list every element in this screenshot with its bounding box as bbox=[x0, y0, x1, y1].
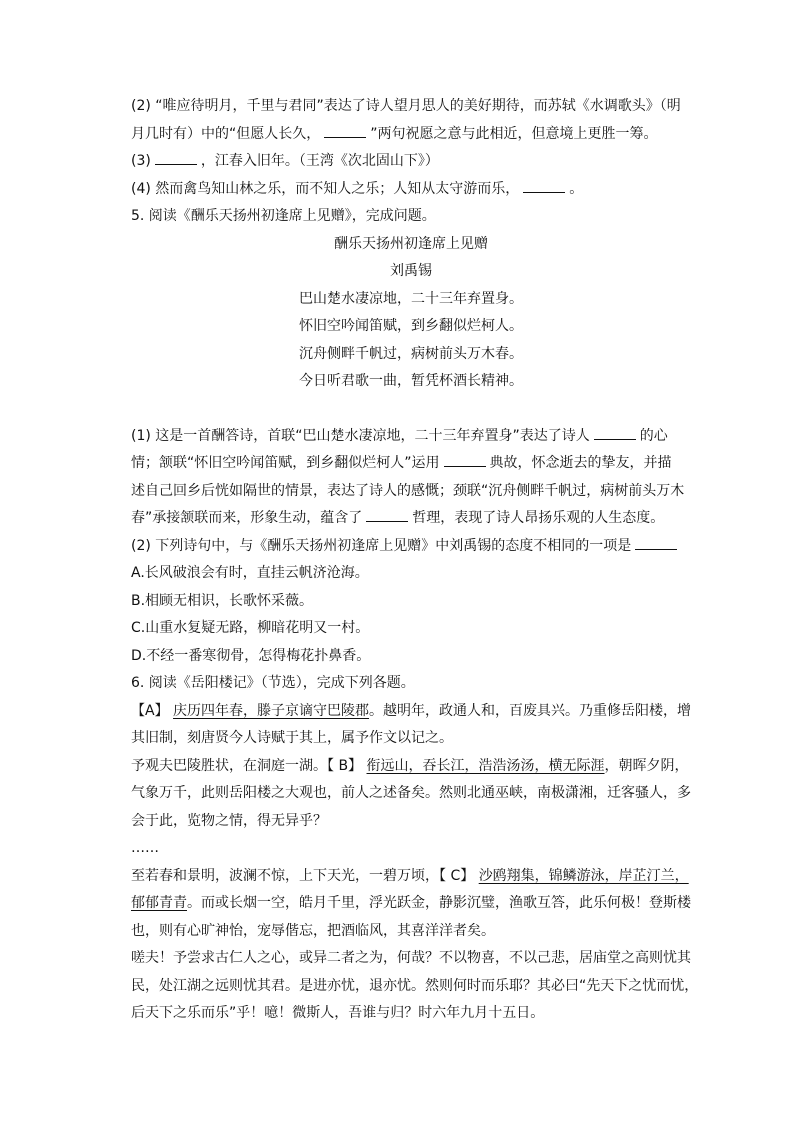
passage-para-4-line-3 bbox=[131, 1000, 691, 1028]
text: (1) 这是一首酬答诗，首联“巴山楚水凄凉地，二十三年弃置身”表达了诗人 bbox=[131, 427, 590, 444]
poem-line: 巴山楚水凄凉地，二十三年弃置身。 bbox=[299, 290, 523, 307]
question-4-2-line-2 bbox=[131, 121, 691, 149]
underlined-text: 沙鸥翔集，锦鳞游泳，岸芷汀兰， bbox=[478, 867, 689, 884]
answer-blank bbox=[155, 150, 197, 165]
answer-blank bbox=[444, 452, 486, 467]
document-body bbox=[131, 93, 699, 1028]
option-d: D.不经一番寒彻骨，怎得梅花扑鼻香。 bbox=[131, 647, 371, 664]
text: ，江春入旧年。（王湾《次北固山下》） bbox=[200, 153, 439, 169]
passage-para-3-line-3 bbox=[131, 918, 691, 946]
text: (2) 下列诗句中，与《酬乐天扬州初逢席上见赠》中刘禹锡的态度不相同的一项是 bbox=[131, 537, 632, 554]
text: 月几时有）中的“但愿人长久， bbox=[131, 125, 321, 142]
question-4-2-line-1 bbox=[131, 93, 691, 121]
text: 气象万千，此则岳阳楼之大观也，前人之述备矣。然则北通巫峡，南极潇湘，迁客骚人，多 bbox=[131, 785, 691, 801]
text: 情；颔联“怀旧空吟闻笛赋，到乡翻似烂柯人”运用 bbox=[131, 455, 440, 471]
text: 。越明年，政通人和，百废具兴。乃重修岳阳楼，增 bbox=[369, 702, 692, 719]
text: 典故，怀念逝去的挚友，并描 bbox=[489, 455, 672, 471]
text: (2) “唯应待明月，千里与君同”表达了诗人望月思人的美好期待，而苏轼《水调歌头》（明 bbox=[131, 98, 681, 114]
text: …… bbox=[131, 840, 159, 856]
option-c: C.山重水复疑无路，柳暗花明又一村。 bbox=[131, 620, 370, 636]
passage-para-4-line-1 bbox=[131, 945, 691, 973]
text: 酬乐天扬州初逢席上见赠 bbox=[334, 235, 488, 252]
text: 哲理，表现了诗人昂扬乐观的人生态度。 bbox=[412, 510, 665, 526]
question-4-3 bbox=[131, 148, 691, 176]
question-5-2 bbox=[131, 533, 691, 561]
answer-blank bbox=[366, 507, 408, 522]
question-5-1-line-2 bbox=[131, 450, 691, 478]
text: 述自己回乡后恍如隔世的情景，表达了诗人的感慨；颈联“沉舟侧畔千帆过，病树前头万木 bbox=[131, 482, 685, 499]
text: 5. 阅读《酬乐天扬州初逢席上见赠》，完成问题。 bbox=[131, 208, 436, 224]
text: 的心 bbox=[639, 427, 668, 444]
text: 6. 阅读《岳阳楼记》（节选），完成下列各题。 bbox=[131, 675, 415, 691]
text: (4) 然而禽鸟知山林之乐，而不知人之乐；人知从太守游而乐， bbox=[131, 180, 520, 197]
text: ”两句祝愿之意与此相近，但意境上更胜一筹。 bbox=[370, 125, 658, 142]
answer-blank bbox=[324, 123, 366, 138]
option-b: B.相顾无相识，长歌怀采薇。 bbox=[131, 592, 314, 609]
answer-blank bbox=[635, 535, 677, 550]
passage-para-2-line-1 bbox=[131, 753, 691, 781]
passage-para-1-line-2 bbox=[131, 725, 691, 753]
text: 其旧制，刻唐贤今人诗赋于其上，属予作文以记之。 bbox=[131, 730, 453, 746]
text: 后天下之乐而乐”乎！噫！微斯人，吾谁与归？时六年九月十五日。 bbox=[131, 1005, 545, 1021]
poem-author bbox=[131, 258, 691, 286]
text: 也，则有心旷神怡，宠辱偕忘，把酒临风，其喜洋洋者矣。 bbox=[131, 922, 495, 939]
passage-para-2-line-2 bbox=[131, 780, 691, 808]
underlined-text: 郁郁青青 bbox=[131, 895, 187, 911]
passage-para-1-line-1 bbox=[131, 698, 691, 726]
spacer bbox=[131, 396, 691, 423]
poem-line: 沉舟侧畔千帆过，病树前头万木春。 bbox=[299, 345, 523, 362]
passage-para-4-line-2 bbox=[131, 973, 699, 1001]
poem-line: 怀旧空吟闻笛赋，到乡翻似烂柯人。 bbox=[299, 318, 523, 334]
poem-title bbox=[131, 231, 691, 259]
text: ，朝晖夕阴， bbox=[604, 757, 689, 774]
question-5-1-line-3 bbox=[131, 478, 691, 506]
question-4-4 bbox=[131, 176, 691, 204]
question-6-title bbox=[131, 670, 691, 698]
passage-para-3-line-1 bbox=[131, 863, 691, 891]
text: 民，处江湖之远则忧其君。是进亦忧，退亦忧。然则何时而乐耶？其必曰“先天下之忧而忧， bbox=[131, 977, 699, 994]
underlined-text: 衔远山，吞长江，浩浩汤汤，横无际涯 bbox=[366, 757, 605, 774]
ellipsis bbox=[131, 835, 691, 863]
question-5-1-line-1 bbox=[131, 423, 691, 451]
marker-c: 【 C】 bbox=[439, 867, 475, 884]
question-5-1-line-4 bbox=[131, 505, 691, 533]
answer-blank bbox=[594, 425, 636, 440]
text: 予观夫巴陵胜状，在洞庭一湖。 bbox=[131, 757, 327, 774]
underlined-text: 庆历四年春，滕子京谪守巴陵郡 bbox=[173, 702, 370, 719]
poem-line: 今日听君歌一曲，暂凭杯酒长精神。 bbox=[299, 373, 523, 389]
text: (3) bbox=[131, 153, 151, 169]
text: 春”承接颔联而来，形象生动，蕴含了 bbox=[131, 510, 363, 526]
text: 嗟夫！予尝求古仁人之心，或异二者之为，何哉？不以物喜，不以己悲，居庙堂之高则忧其 bbox=[131, 950, 691, 966]
text: 会于此，览物之情，得无异乎？ bbox=[131, 812, 327, 829]
option-a: A.长风破浪会有时，直挂云帆济沧海。 bbox=[131, 565, 369, 581]
answer-blank bbox=[523, 178, 565, 193]
question-5-title bbox=[131, 203, 691, 231]
passage-para-2-line-3 bbox=[131, 808, 691, 836]
passage-para-3-line-2 bbox=[131, 890, 691, 918]
text: 至若春和景明，波澜不惊，上下天光，一碧万顷， bbox=[131, 867, 439, 884]
marker-a: 【A】 bbox=[131, 702, 169, 719]
text: 。 bbox=[569, 180, 584, 197]
text: 。而或长烟一空，皓月千里，浮光跃金，静影沉璧，渔歌互答，此乐何极！登斯楼 bbox=[187, 895, 691, 911]
marker-b: 【 B】 bbox=[327, 757, 363, 774]
text: 刘禹锡 bbox=[390, 263, 432, 279]
